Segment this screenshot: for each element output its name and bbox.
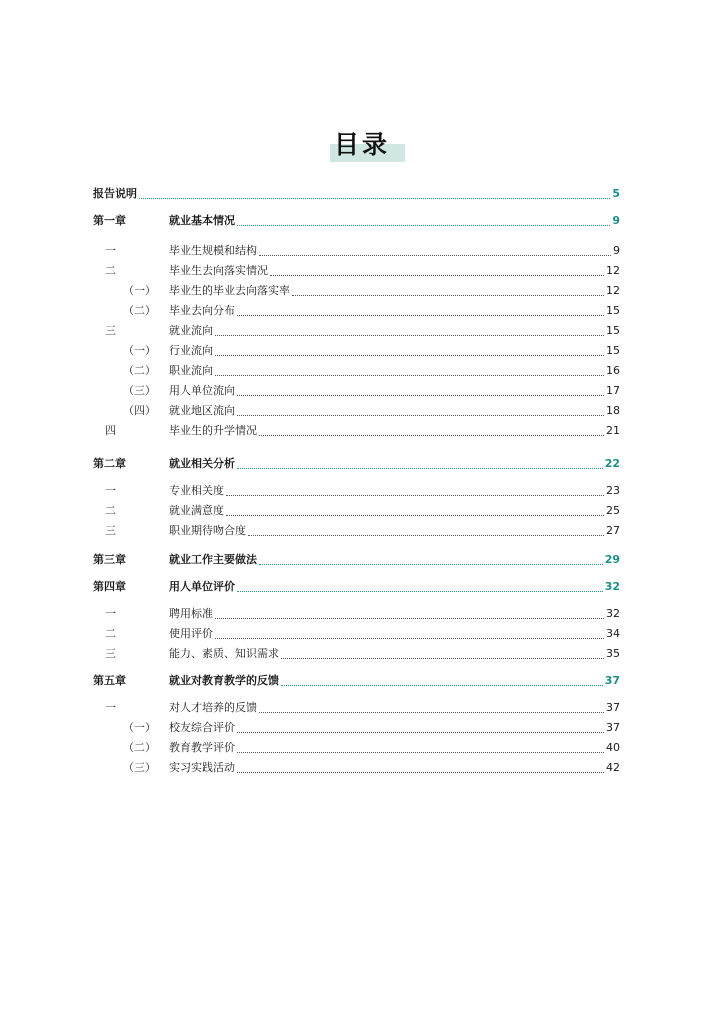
toc-entry-row[interactable] <box>93 321 620 341</box>
toc-entry-row[interactable] <box>93 401 620 421</box>
toc-dot-leader <box>281 684 603 686</box>
toc-page-number: 17 <box>606 384 620 397</box>
toc-dot-leader <box>237 414 604 416</box>
toc-entry-number: 二 <box>105 627 116 640</box>
toc-entry-number: 一 <box>105 607 116 620</box>
toc-entry-label: 就业对教育教学的反馈 <box>169 674 279 687</box>
toc-entry-row[interactable] <box>93 341 620 361</box>
toc-entry-row[interactable] <box>93 738 620 758</box>
toc-page-number: 29 <box>604 553 620 566</box>
toc-dot-leader <box>292 294 604 296</box>
toc-dot-leader <box>215 617 604 619</box>
toc-dot-leader <box>215 334 604 336</box>
toc-entry-label: 就业地区流向 <box>169 404 235 417</box>
toc-entry-label: 毕业生的升学情况 <box>169 424 257 437</box>
toc-entry-row[interactable] <box>93 501 620 521</box>
toc-page-number: 25 <box>606 504 620 517</box>
toc-page-number: 21 <box>606 424 620 437</box>
toc-chapter-row[interactable] <box>93 550 620 570</box>
toc-dot-leader <box>215 374 604 376</box>
toc-dot-leader <box>259 563 603 565</box>
toc-entry-label: 能力、素质、知识需求 <box>169 647 279 660</box>
toc-entry-row[interactable] <box>93 718 620 738</box>
toc-page-number: 16 <box>606 364 620 377</box>
toc-entry-label: 毕业生的毕业去向落实率 <box>169 284 290 297</box>
toc-entry-number: （二） <box>123 741 156 754</box>
toc-entry-label: 职业流向 <box>169 364 213 377</box>
toc-entry-row[interactable] <box>93 261 620 281</box>
toc-page-number: 18 <box>606 404 620 417</box>
toc-dot-leader <box>259 254 611 256</box>
toc-entry-number: （一） <box>123 284 156 297</box>
toc-entry-row[interactable] <box>93 758 620 778</box>
toc-page-number: 40 <box>606 741 620 754</box>
toc-entry-number: 第二章 <box>93 457 126 470</box>
toc-entry-number: 三 <box>105 324 116 337</box>
toc-entry-number: 二 <box>105 264 116 277</box>
toc-dot-leader <box>226 514 604 516</box>
toc-page-number: 32 <box>606 607 620 620</box>
toc-entry-row[interactable] <box>93 361 620 381</box>
toc-entry-label: 报告说明 <box>93 187 137 200</box>
toc-page-number: 15 <box>606 344 620 357</box>
toc-page-number: 12 <box>606 284 620 297</box>
toc-entry-row[interactable] <box>93 381 620 401</box>
toc-entry-label: 就业基本情况 <box>169 214 235 227</box>
toc-page-number: 42 <box>606 761 620 774</box>
toc-dot-leader <box>237 224 610 226</box>
toc-entry-label: 校友综合评价 <box>169 721 235 734</box>
toc-entry-row[interactable] <box>93 241 620 261</box>
toc-dot-leader <box>259 711 604 713</box>
toc-entry-number: （二） <box>123 364 156 377</box>
toc-dot-leader <box>237 731 604 733</box>
toc-dot-leader <box>215 637 604 639</box>
toc-entry-row[interactable] <box>93 698 620 718</box>
toc-page-number: 35 <box>606 647 620 660</box>
toc-page-number: 5 <box>612 187 620 200</box>
toc-dot-leader <box>248 534 604 536</box>
toc-dot-leader <box>237 394 604 396</box>
toc-page-number: 37 <box>604 674 620 687</box>
toc-entry-label: 用人单位流向 <box>169 384 235 397</box>
toc-entry-number: 第一章 <box>93 214 126 227</box>
toc-entry-label: 聘用标准 <box>169 607 213 620</box>
toc-entry-label: 职业期待吻合度 <box>169 524 246 537</box>
toc-page-number: 27 <box>606 524 620 537</box>
toc-entry-row[interactable] <box>93 421 620 441</box>
toc-dot-leader <box>237 467 603 469</box>
toc-entry-row[interactable] <box>93 644 620 664</box>
toc-chapter-row[interactable] <box>93 577 620 597</box>
toc-page-number: 34 <box>606 627 620 640</box>
toc-page-number: 15 <box>606 304 620 317</box>
toc-entry-number: （三） <box>123 761 156 774</box>
toc-entry-number: 一 <box>105 244 116 257</box>
toc-dot-leader <box>237 590 603 592</box>
toc-entry-number: 四 <box>105 424 116 437</box>
toc-entry-label: 就业工作主要做法 <box>169 553 257 566</box>
toc-dot-leader <box>215 354 604 356</box>
toc-entry-row[interactable] <box>93 301 620 321</box>
toc-page-number: 15 <box>606 324 620 337</box>
toc-page-number: 23 <box>606 484 620 497</box>
toc-dot-leader <box>139 197 610 199</box>
toc-dot-leader <box>259 434 604 436</box>
toc-entry-row[interactable] <box>93 604 620 624</box>
toc-entry-label: 就业相关分析 <box>169 457 235 470</box>
toc-chapter-row[interactable] <box>93 184 620 204</box>
toc-entry-label: 毕业生去向落实情况 <box>169 264 268 277</box>
toc-entry-number: （一） <box>123 721 156 734</box>
toc-entry-number: （一） <box>123 344 156 357</box>
toc-page-number: 37 <box>606 701 620 714</box>
toc-entry-number: 二 <box>105 504 116 517</box>
toc-entry-row[interactable] <box>93 481 620 501</box>
toc-page-number: 22 <box>604 457 620 470</box>
toc-entry-number: 第五章 <box>93 674 126 687</box>
toc-dot-leader <box>281 657 604 659</box>
toc-dot-leader <box>237 314 604 316</box>
toc-page-number: 32 <box>604 580 620 593</box>
toc-entry-number: 三 <box>105 647 116 660</box>
toc-dot-leader <box>226 494 604 496</box>
toc-chapter-row[interactable] <box>93 454 620 474</box>
toc-entry-label: 教育教学评价 <box>169 741 235 754</box>
toc-entry-row[interactable] <box>93 281 620 301</box>
toc-entry-number: 三 <box>105 524 116 537</box>
toc-chapter-row[interactable] <box>93 211 620 231</box>
toc-page-number: 37 <box>606 721 620 734</box>
toc-entry-label: 用人单位评价 <box>169 580 235 593</box>
toc-entry-label: 毕业生规模和结构 <box>169 244 257 257</box>
toc-dot-leader <box>237 751 604 753</box>
toc-entry-label: 实习实践活动 <box>169 761 235 774</box>
toc-entry-label: 使用评价 <box>169 627 213 640</box>
toc-page-number: 9 <box>612 214 620 227</box>
toc-entry-label: 毕业去向分布 <box>169 304 235 317</box>
toc-entry-label: 专业相关度 <box>169 484 224 497</box>
toc-entry-row[interactable] <box>93 521 620 541</box>
toc-entry-number: 一 <box>105 701 116 714</box>
toc-dot-leader <box>270 274 604 276</box>
toc-entry-label: 就业流向 <box>169 324 213 337</box>
title-area <box>0 128 724 168</box>
toc-chapter-row[interactable] <box>93 671 620 691</box>
toc-entry-label: 对人才培养的反馈 <box>169 701 257 714</box>
toc-entry-row[interactable] <box>93 624 620 644</box>
toc-entry-label: 行业流向 <box>169 344 213 357</box>
toc-entry-number: （三） <box>123 384 156 397</box>
toc-entry-number: 第三章 <box>93 553 126 566</box>
toc-entry-number: 一 <box>105 484 116 497</box>
toc-entry-label: 就业满意度 <box>169 504 224 517</box>
toc-page-number: 12 <box>606 264 620 277</box>
toc-entry-number: （二） <box>123 304 156 317</box>
toc-page-number: 9 <box>613 244 620 257</box>
toc-entry-number: 第四章 <box>93 580 126 593</box>
toc-dot-leader <box>237 771 604 773</box>
page-title: 目录 <box>333 130 390 159</box>
toc-entry-number: （四） <box>123 404 156 417</box>
